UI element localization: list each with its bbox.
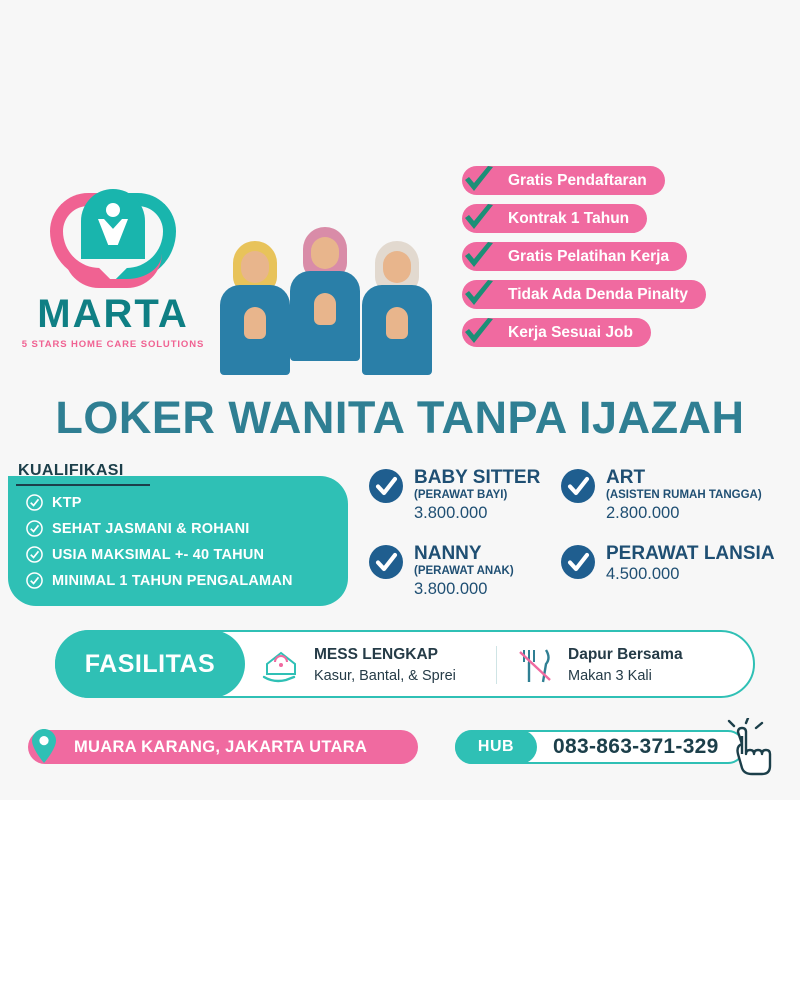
benefit-label: Kontrak 1 Tahun [462, 204, 647, 233]
location-pin-icon [28, 726, 60, 766]
job-item-nanny [368, 544, 514, 600]
facility-sub-text: Makan 3 Kali [568, 668, 652, 685]
qualification-item [26, 546, 348, 563]
location-banner [28, 730, 418, 764]
check-bullet-icon [560, 544, 596, 580]
check-circle-icon [26, 520, 43, 537]
benefit-label: Tidak Ada Denda Pinalty [462, 280, 706, 309]
facility-sub-text: Kasur, Bantal, & Sprei [314, 668, 456, 685]
benefit-label: Gratis Pelatihan Kerja [462, 242, 687, 271]
job-price: 3.800.000 [414, 503, 488, 522]
job-title: BABY SITTER [414, 467, 541, 488]
benefit-item [462, 318, 782, 347]
benefit-label: Kerja Sesuai Job [462, 318, 651, 347]
caregivers-photo [210, 178, 440, 373]
caregiver-figure [360, 241, 434, 373]
job-subtitle: (PERAWAT BAYI) [414, 488, 508, 501]
caregiver-figure [288, 227, 362, 369]
qualification-label: MINIMAL 1 TAHUN PENGALAMAN [52, 572, 293, 589]
check-bullet-icon [560, 468, 596, 504]
job-subtitle: (PERAWAT ANAK) [414, 564, 514, 577]
check-circle-icon [26, 572, 43, 589]
check-icon [462, 278, 496, 310]
logo-person-head [106, 203, 120, 217]
logo-person-shape [81, 189, 145, 259]
qualification-label: SEHAT JASMANI & ROHANI [52, 520, 250, 537]
check-icon [462, 240, 496, 272]
hub-badge: HUB [455, 730, 537, 764]
brand-tagline: 5 STARS HOME CARE SOLUTIONS [21, 339, 205, 350]
qualifications-title: KUALIFIKASI [18, 462, 124, 479]
qualification-label: KTP [52, 494, 82, 511]
check-icon [462, 202, 496, 234]
job-item-art [560, 468, 762, 524]
job-price: 3.800.000 [414, 579, 488, 598]
home-wifi-hand-icon [258, 646, 304, 686]
job-item-perawat-lansia [560, 544, 775, 585]
job-title: ART [606, 467, 646, 488]
job-title: PERAWAT LANSIA [606, 543, 775, 564]
logo-person-body [98, 219, 128, 245]
facility-main-text: Dapur Bersama [568, 646, 683, 663]
check-circle-icon [26, 494, 43, 511]
facility-item-mess [258, 644, 456, 687]
qualifications-title-rule [16, 484, 150, 486]
check-bullet-icon [368, 468, 404, 504]
job-subtitle: (ASISTEN RUMAH TANGGA) [606, 488, 762, 501]
facility-item-dapur [512, 644, 683, 687]
check-icon [462, 164, 496, 196]
job-price: 4.500.000 [606, 564, 680, 583]
facilities-label: FASILITAS [55, 630, 245, 698]
benefit-label: Gratis Pendaftaran [462, 166, 665, 195]
brand-logo-block [18, 185, 208, 350]
qualification-item [26, 572, 348, 589]
check-circle-icon [26, 546, 43, 563]
benefits-list [462, 166, 782, 356]
tap-hand-icon [726, 718, 778, 776]
facility-main-text: MESS LENGKAP [314, 646, 439, 663]
fork-knife-icon [512, 646, 558, 686]
qualifications-box [8, 476, 348, 606]
marta-heart-person-logo [48, 185, 178, 290]
qualification-label: USIA MAKSIMAL +- 40 TAHUN [52, 546, 265, 563]
caregiver-figure [218, 241, 292, 373]
bottom-whitespace [0, 800, 800, 1000]
qualification-item [26, 494, 348, 511]
benefit-item [462, 242, 782, 271]
location-text: MUARA KARANG, JAKARTA UTARA [74, 737, 368, 756]
phone-number[interactable]: 083-863-371-329 [553, 735, 719, 758]
qualification-item [26, 520, 348, 537]
brand-name: MARTA [37, 292, 189, 336]
check-icon [462, 316, 496, 348]
job-price: 2.800.000 [606, 503, 680, 522]
job-item-baby-sitter [368, 468, 540, 524]
benefit-item [462, 204, 782, 233]
check-bullet-icon [368, 544, 404, 580]
facilities-divider [496, 646, 497, 684]
logo-swoosh [64, 253, 162, 288]
benefit-item [462, 280, 782, 309]
page-title: LOKER WANITA TANPA IJAZAH [55, 392, 745, 443]
job-title: NANNY [414, 543, 482, 564]
benefit-item [462, 166, 782, 195]
